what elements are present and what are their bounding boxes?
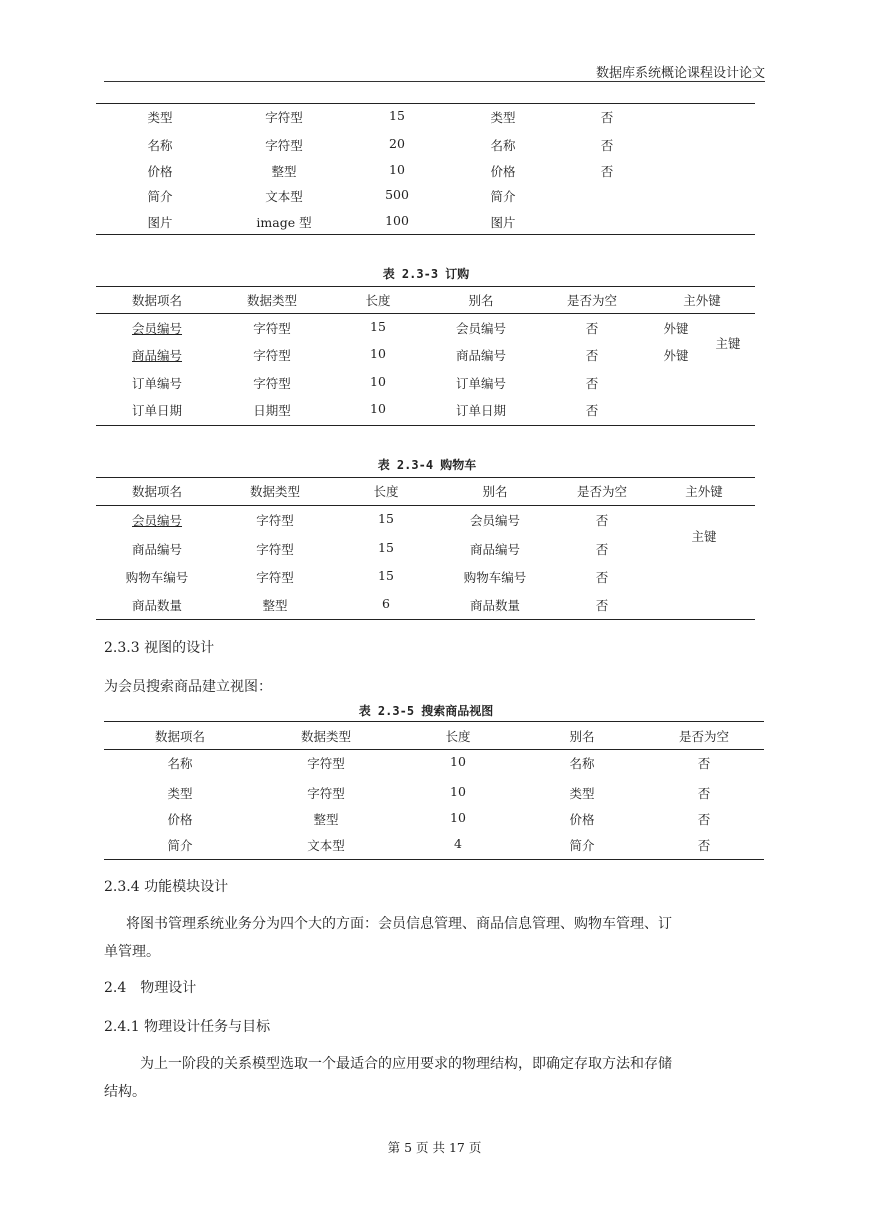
table-cell: 订单编号 [455,376,507,391]
body-paragraph-line: 结构。 [104,1084,146,1100]
page-number: 第 5 页 共 17 页 [387,1140,482,1155]
column-header: 别名 [569,729,595,744]
running-header-title: 数据库系统概论课程设计论文 [595,66,765,81]
column-header: 主外键 [683,293,721,308]
table-cell: 10 [389,162,405,177]
table-cell: 整型 [313,812,339,827]
table-cell: 价格 [490,164,516,179]
table-cell: 否 [697,838,711,853]
table-cell: 否 [697,756,711,771]
table-cell: 字符型 [256,542,294,557]
body-paragraph-line: 单管理。 [104,944,160,960]
column-header: 长度 [445,729,471,744]
table-header-rule [96,313,755,314]
table-bottom-rule [96,234,755,235]
table-cell: 商品编号 [455,348,507,363]
table-cell: 4 [454,836,462,851]
table-cell: 名称 [147,138,173,153]
table-cell: 10 [370,374,386,389]
table-cell: 否 [585,376,599,391]
table-caption: 表 2.3-3 订购 [382,267,470,281]
column-header: 数据项名 [131,293,183,308]
table-cell: 否 [600,110,614,125]
table-cell: 简介 [147,189,173,204]
table-cell: 类型 [167,786,193,801]
table-cell: 否 [595,513,609,528]
section-heading-2-4-1: 2.4.1 物理设计任务与目标 [104,1019,271,1035]
table-cell: 整型 [262,598,288,613]
table-cell: 字符型 [307,756,345,771]
table-cell: 会员编号 [469,513,521,528]
table-cell: 价格 [147,164,173,179]
table-cell: 10 [450,784,466,799]
table-header-rule [104,749,764,750]
table-cell: 订单编号 [131,376,183,391]
table-cell: image 型 [256,215,312,230]
table-cell: 否 [585,321,599,336]
table-cell: 商品数量 [131,598,183,613]
table-cell: 否 [595,598,609,613]
table-cell: 字符型 [256,513,294,528]
table-cell: 价格 [167,812,193,827]
table-cell: 字符型 [253,376,291,391]
table-cell: 购物车编号 [125,570,189,585]
primary-key-label: 主键 [691,529,717,544]
table-cell: 类型 [147,110,173,125]
table-cell: 10 [450,754,466,769]
header-rule [104,81,765,82]
table-caption: 表 2.3-5 搜索商品视图 [358,704,494,718]
table-cell: 10 [370,401,386,416]
table-cell: 文本型 [307,838,345,853]
body-paragraph-line: 将图书管理系统业务分为四个大的方面：会员信息管理、商品信息管理、购物车管理、订 [126,916,672,932]
table-cell: 15 [378,511,394,526]
table-cell: 文本型 [265,189,303,204]
table-cell: 类型 [569,786,595,801]
table-cell: 否 [585,348,599,363]
table-caption: 表 2.3-4 购物车 [377,458,477,472]
table-cell: 会员编号 [455,321,507,336]
table-cell: 图片 [490,215,516,230]
column-header: 别名 [468,293,494,308]
table-cell: 购物车编号 [463,570,527,585]
view-intro-text: 为会员搜索商品建立视图： [104,679,272,695]
table-cell: 否 [697,812,711,827]
section-heading-2-3-4: 2.3.4 功能模块设计 [104,879,229,895]
column-header: 长度 [365,293,391,308]
table-top-rule [104,721,764,722]
table-cell: 否 [595,542,609,557]
table-bottom-rule [96,425,755,426]
column-header: 是否为空 [566,293,618,308]
table-cell: 价格 [569,812,595,827]
table-cell: 字符型 [253,321,291,336]
table-cell: 100 [385,213,409,228]
table-cell: 整型 [271,164,297,179]
table-cell: 6 [382,596,390,611]
table-cell: 字符型 [256,570,294,585]
table-cell: 商品编号 [469,542,521,557]
table-cell: 15 [389,108,405,123]
column-header: 是否为空 [576,484,628,499]
table-cell: 名称 [167,756,193,771]
table-cell: 商品数量 [469,598,521,613]
table-cell: 15 [378,568,394,583]
foreign-key-label: 外键 [663,321,689,336]
table-header-rule [96,505,755,506]
table-bottom-rule [104,859,764,860]
table-cell: 订单日期 [131,403,183,418]
table-cell: 15 [378,540,394,555]
column-header: 数据类型 [249,484,301,499]
table-cell: 名称 [490,138,516,153]
column-header: 主外键 [685,484,723,499]
table-top-rule [96,103,755,104]
column-header: 数据项名 [154,729,206,744]
table-cell: 名称 [569,756,595,771]
table-cell: 图片 [147,215,173,230]
section-heading-2-3-3: 2.3.3 视图的设计 [104,640,215,656]
table-cell: 否 [585,403,599,418]
table-cell: 10 [370,346,386,361]
table-cell: 日期型 [253,403,291,418]
table-cell: 字符型 [253,348,291,363]
column-header: 长度 [373,484,399,499]
table-cell: 商品编号 [131,542,183,557]
table-cell: 字符型 [265,110,303,125]
section-heading-2-4: 2.4 物理设计 [104,980,197,996]
column-header: 是否为空 [678,729,730,744]
column-header: 数据类型 [300,729,352,744]
column-header: 数据类型 [246,293,298,308]
body-paragraph-line: 为上一阶段的关系模型选取一个最适合的应用要求的物理结构，即确定存取方法和存储 [140,1056,672,1072]
table-cell: 会员编号 [131,321,183,336]
table-cell: 类型 [490,110,516,125]
column-header: 数据项名 [131,484,183,499]
table-cell: 否 [600,164,614,179]
table-cell: 20 [389,136,405,151]
table-cell: 商品编号 [131,348,183,363]
table-cell: 订单日期 [455,403,507,418]
table-cell: 简介 [490,189,516,204]
table-cell: 否 [697,786,711,801]
primary-key-label: 主键 [715,336,741,351]
table-top-rule [96,286,755,287]
column-header: 别名 [482,484,508,499]
table-cell: 10 [450,810,466,825]
table-cell: 会员编号 [131,513,183,528]
table-cell: 否 [600,138,614,153]
table-cell: 15 [370,319,386,334]
table-cell: 简介 [569,838,595,853]
table-top-rule [96,477,755,478]
table-cell: 字符型 [265,138,303,153]
table-bottom-rule [96,619,755,620]
table-cell: 简介 [167,838,193,853]
table-cell: 字符型 [307,786,345,801]
foreign-key-label: 外键 [663,348,689,363]
table-cell: 否 [595,570,609,585]
table-cell: 500 [385,187,409,202]
